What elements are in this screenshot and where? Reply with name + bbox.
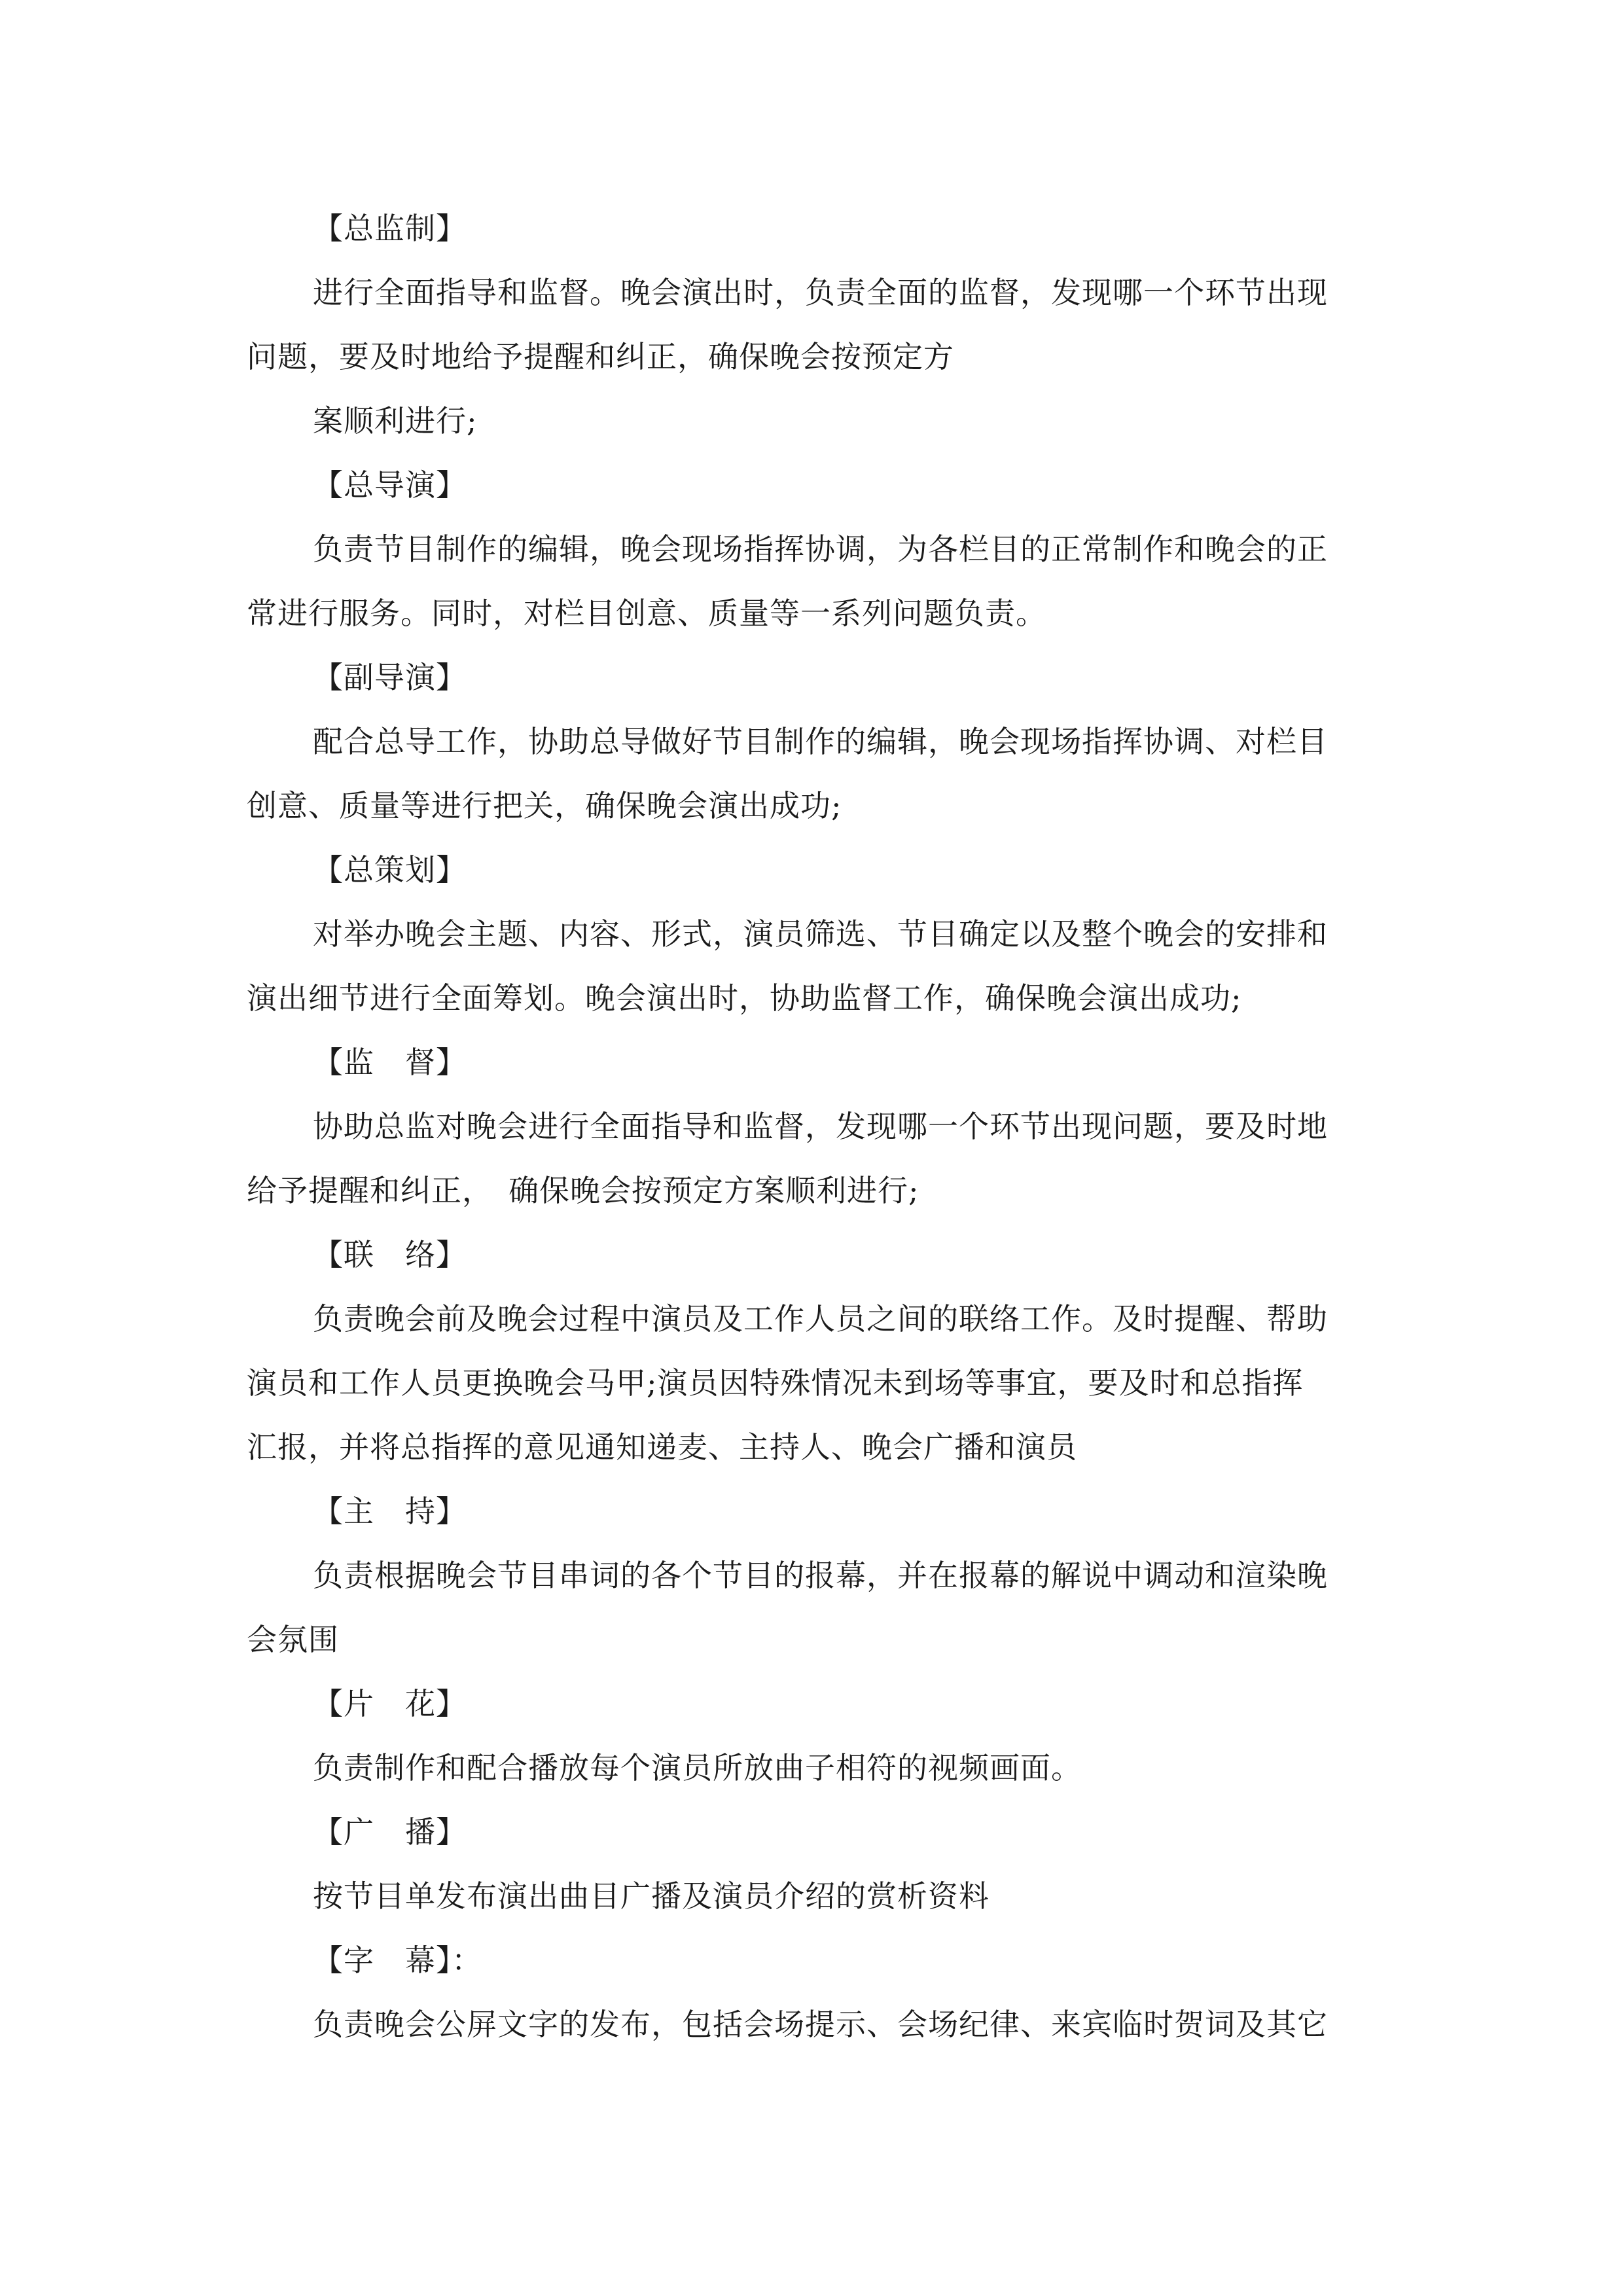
paragraph-line: 配合总导工作，协助总导做好节目制作的编辑，晚会现场指挥协调、对栏目 [313, 724, 1328, 759]
paragraph-line: 负责节目制作的编辑，晚会现场指挥协调，为各栏目的正常制作和晚会的正 [313, 531, 1328, 567]
paragraph-line: 汇报，并将总指挥的意见通知递麦、主持人、晚会广播和演员 [247, 1429, 1077, 1465]
paragraph-line: 负责晚会前及晚会过程中演员及工作人员之间的联络工作。及时提醒、帮助 [313, 1301, 1328, 1336]
section-heading-host: 【主 持】 [313, 1494, 467, 1529]
section-heading-clips: 【片 花】 [313, 1686, 467, 1721]
paragraph-line: 进行全面指导和监督。晚会演出时，负责全面的监督，发现哪一个环节出现 [313, 275, 1328, 310]
section-heading-chief-director: 【总导演】 [313, 467, 467, 503]
section-heading-supervisor: 【监 督】 [313, 1045, 467, 1080]
paragraph-line: 创意、质量等进行把关，确保晚会演出成功; [247, 788, 842, 823]
section-heading-subtitles: 【字 幕】： [313, 1943, 482, 1978]
paragraph-line: 负责根据晚会节目串词的各个节目的报幕，并在报幕的解说中调动和渲染晚 [313, 1558, 1328, 1593]
paragraph-line: 常进行服务。同时，对栏目创意、质量等一系列问题负责。 [247, 596, 1046, 631]
section-heading-liaison: 【联 络】 [313, 1237, 467, 1272]
paragraph-line: 案顺利进行; [313, 403, 478, 439]
paragraph-line: 负责制作和配合播放每个演员所放曲子相符的视频画面。 [313, 1750, 1082, 1785]
paragraph-line: 会氛围 [247, 1622, 339, 1657]
paragraph-line: 演员和工作人员更换晚会马甲;演员因特殊情况未到场等事宜，要及时和总指挥 [247, 1365, 1304, 1401]
section-heading-chief-planner: 【总策划】 [313, 852, 467, 888]
paragraph-line: 演出细节进行全面筹划。晚会演出时，协助监督工作，确保晚会演出成功; [247, 980, 1242, 1016]
section-heading-chief-supervisor: 【总监制】 [313, 211, 467, 246]
section-heading-broadcast: 【广 播】 [313, 1814, 467, 1850]
paragraph-line: 问题，要及时地给予提醒和纠正，确保晚会按预定方 [247, 339, 954, 374]
paragraph-line: 按节目单发布演出曲目广播及演员介绍的赏析资料 [313, 1878, 990, 1914]
section-heading-deputy-director: 【副导演】 [313, 660, 467, 695]
paragraph-line: 给予提醒和纠正， 确保晚会按预定方案顺利进行; [247, 1173, 919, 1208]
paragraph-line: 协助总监对晚会进行全面指导和监督，发现哪一个环节出现问题，要及时地 [313, 1109, 1328, 1144]
paragraph-line: 负责晚会公屏文字的发布，包括会场提示、会场纪律、来宾临时贺词及其它 [313, 2007, 1328, 2042]
paragraph-line: 对举办晚会主题、内容、形式，演员筛选、节目确定以及整个晚会的安排和 [313, 916, 1328, 952]
document-body [247, 196, 1381, 2056]
